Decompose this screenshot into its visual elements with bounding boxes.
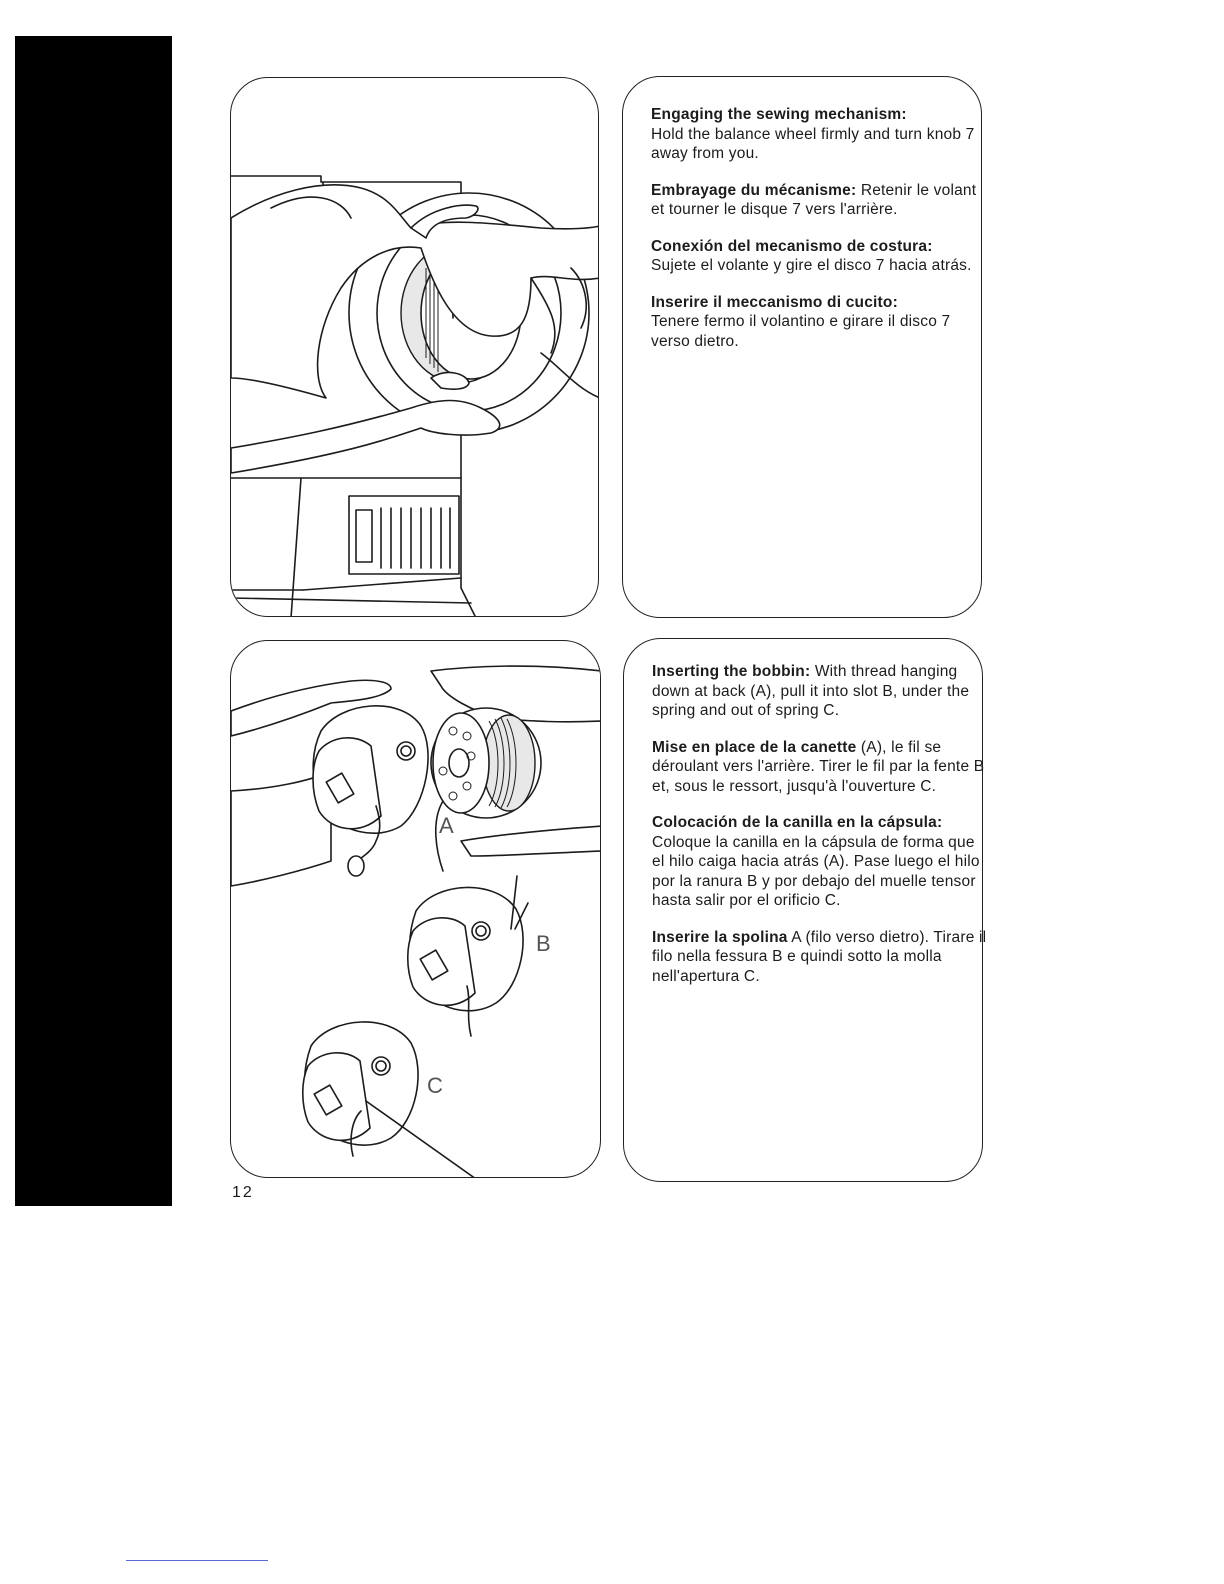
scan-black-edge — [15, 36, 172, 1206]
page-number: 12 — [232, 1184, 254, 1201]
para-bobbin-es: Colocación de la canilla en la cápsula: Coloque la canilla en la cápsula de forma que el hilo caiga hacia atrás (A). Pase luego el hilo por la ranura B y por debajo del muelle tensor hasta salir por el orificio C. — [652, 814, 980, 909]
instruction-box-bobbin — [623, 638, 987, 1182]
bobbin-drawing — [231, 641, 601, 1178]
para-engaging-it: Inserire il meccanismo di cucito: Tenere fermo il volantino e girare il disco 7 verso dietro. — [651, 293, 951, 350]
para-bobbin-fr: Mise en place de la canette (A), le fil se déroulant vers l'arrière. Tirer le fil par la fente B et, sous le ressort, jusqu'à l'ouverture C. — [652, 738, 985, 795]
footer-rule — [126, 1560, 268, 1561]
para-engaging-es: Conexión del mecanismo de costura: Sujete el volante y gire el disco 7 hacia atrás. — [651, 237, 972, 274]
para-engaging-fr: Embrayage du mécanisme: Retenir le volant et tourner le disque 7 vers l'arrière. — [651, 181, 977, 218]
figure-bobbin-illustration — [230, 640, 601, 1178]
para-bobbin-it: Inserire la spolina A (filo verso dietro). Tirare il filo nella fessura B e quindi sotto la molla nell'apertura C. — [652, 928, 987, 985]
para-engaging-en: Engaging the sewing mechanism: Hold the balance wheel firmly and turn knob 7 away from you. — [651, 106, 975, 162]
para-bobbin-en: Inserting the bobbin: With thread hanging down at back (A), pull it into slot B, under the spring and out of spring C. — [652, 663, 970, 719]
instruction-box-engaging — [622, 76, 982, 618]
label-c: C — [427, 1073, 443, 1098]
figure-knob-illustration — [230, 77, 599, 617]
knob-drawing — [231, 78, 599, 617]
label-a: A — [439, 813, 454, 838]
label-b: B — [536, 931, 551, 956]
